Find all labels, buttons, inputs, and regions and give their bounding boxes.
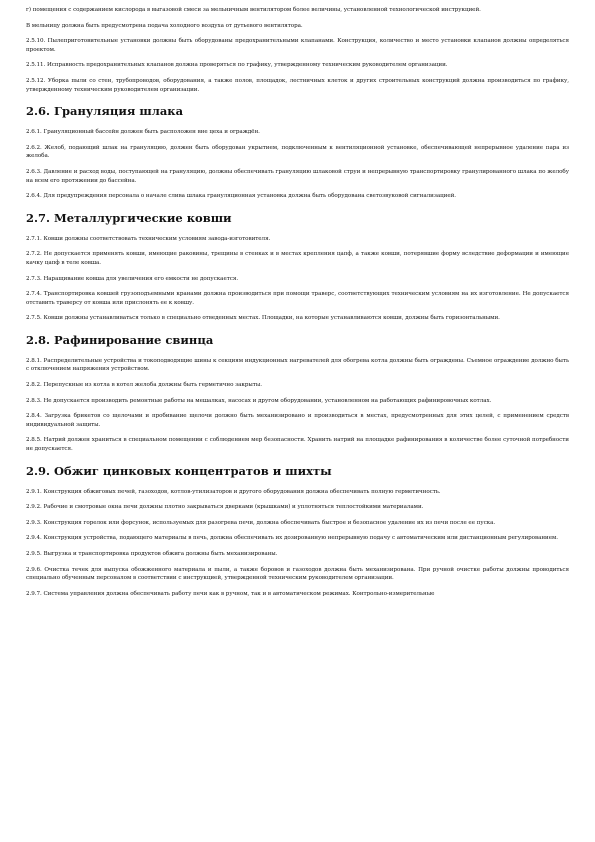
paragraph: 2.6.1. Грануляционный бассейн должен быть расположен вне цеха и ограждён. (26, 129, 260, 136)
paragraph: 2.9.5. Выгрузка и транспортировка продуктов обжига должны быть механизированы. (26, 551, 278, 557)
paragraph: 2.9.1. Конструкция обжиговых печей, газоходов, котлов-утилизаторов и другого оборудования должна обеспечивать полную герметичность. (26, 488, 441, 495)
paragraph: 2.9.3. Конструкция горелок или форсунок, используемых для разогрева печи, должна обеспечивать быстрое и безопасное удаление их из печи после ее пуска. (26, 519, 496, 526)
paragraph: 2.9.2. Рабочие и смотровые окна печи должны плотно закрываться дверками (крышками) и уплотняться теплостойкими материалами. (26, 504, 424, 511)
paragraph: г) помещения с содержанием кислорода в выгазовой смеси за мельничным вентилятором более величины, установленной технологической инструкцией. (26, 7, 481, 13)
paragraph: 2.7.1. Ковши должны соответствовать техническим условиям завода-изготовителя. (26, 235, 271, 242)
section-heading: 2.8. Рафинирование свинца (26, 332, 214, 347)
paragraph: 2.8.3. Не допускается производить ремонтные работы на мешалках, насосах и другом оборудовании, установленном на работающих рафинировочных котлах. (26, 397, 492, 404)
section-heading: 2.6. Грануляция шлака (26, 104, 184, 119)
paragraph: 2.7.2. Не допускается применять ковши, имеющие раковины, трещины в стенках и в местах крепления цапф, а также ковши, потерявшие форму вследствие деформации и имеющие качку цапф в теле ковша. (26, 251, 569, 266)
paragraph: 2.7.5. Ковши должны устанавливаться только в специально отведенных местах. Площадки, на которые устанавливаются ковши, должны быть горизонтальными. (26, 315, 500, 322)
paragraph: 2.7.3. Наращивание ковша для увеличения его емкости не допускается. (26, 275, 239, 282)
paragraph: 2.6.3. Давление и расход воды, поступающей на грануляцию, должны обеспечивать грануляцию шлаковой струи и непрерывную транспортировку гранулированного шлака по желобу на всем его протяжении до бассейна. (26, 168, 569, 184)
paragraph: 2.5.12. Уборка пыли со стен, трубопроводов, оборудования, а также полов, площадок, лестничных клеток и других строительных конструкций должна производиться по графику, утвержденному техническим руководителем организации. (26, 77, 569, 93)
paragraph: 2.8.5. Натрий должен храниться в специальном помещении с соблюдением мер безопасности. Хранить натрий на площадке рафинирования в количестве более суточной потребности не допускается. (26, 437, 569, 453)
paragraph: 2.7.4. Транспортировка ковшей грузоподъемными кранами должна производиться при помощи траверс, соответствующих техническим условиям на их изготовление. Не допускается отставить траверсу от ковша или прислонять ее к ковшу. (26, 291, 569, 306)
paragraph: 2.9.6. Очистка течек для выпуска обожженного материала и пыли, а также боровов и газоходов должна быть механизирована. При ручной очистке работы должны проводиться специально обученным персоналом в соответствии с инструкцией, утвержденной техническим руководителем организации. (26, 566, 569, 582)
paragraph: 2.5.10. Пылеприготовительные установки должны быть оборудованы предохранительными клапанами. Конструкция, количество и место установки клапанов должны определяться проектом. (26, 38, 569, 53)
paragraph: 2.8.1. Распределительные устройства и токоподводящие шины к секциям индукционных нагревателей для обогрева котла должны быть ограждены. Съемное ограждение должно быть с отключением напряжения устройством. (26, 357, 569, 373)
section-heading: 2.7. Металлургические ковши (26, 210, 232, 225)
paragraph: 2.5.11. Исправность предохранительных клапанов должна проверяться по графику, утвержденному техническим руководителем организации. (26, 62, 448, 69)
paragraph: 2.9.7. Система управления должна обеспечивать работу печи как в ручном, так и в автоматическом режимах. Контрольно-измерительные (26, 590, 435, 597)
paragraph: 2.6.4. Для предупреждения персонала о начале слива шлака грануляционная установка должна быть оборудована светозвуковой сигнализацией. (26, 193, 456, 200)
paragraph: 2.8.4. Загрузка брикетов со щелочами и пробивание щелочи должно быть механизировано и производиться в местах, предусмотренных для этих целей, с применением средств индивидуальной защиты. (26, 413, 569, 428)
section-heading: 2.9. Обжиг цинковых концентратов и шихты (26, 463, 332, 478)
paragraph: 2.9.4. Конструкция устройства, подающего материалы в печь, должна обеспечивать их дозированную непрерывную подачу с автоматическим или дистанционным регулированием. (26, 535, 559, 542)
paragraph: 2.8.2. Перепускные из котла в котел желоба должны быть герметично закрыты. (26, 382, 262, 389)
paragraph: 2.6.2. Желоб, подающий шлак на грануляцию, должен быть оборудован укрытием, подключенным к вентиляционной установке, обеспечивающей непрерывное удаление пара из желоба. (26, 144, 569, 160)
paragraph: В мельницу должна быть предусмотрена подача холодного воздуха от дутьевого вентилятора. (26, 22, 303, 29)
